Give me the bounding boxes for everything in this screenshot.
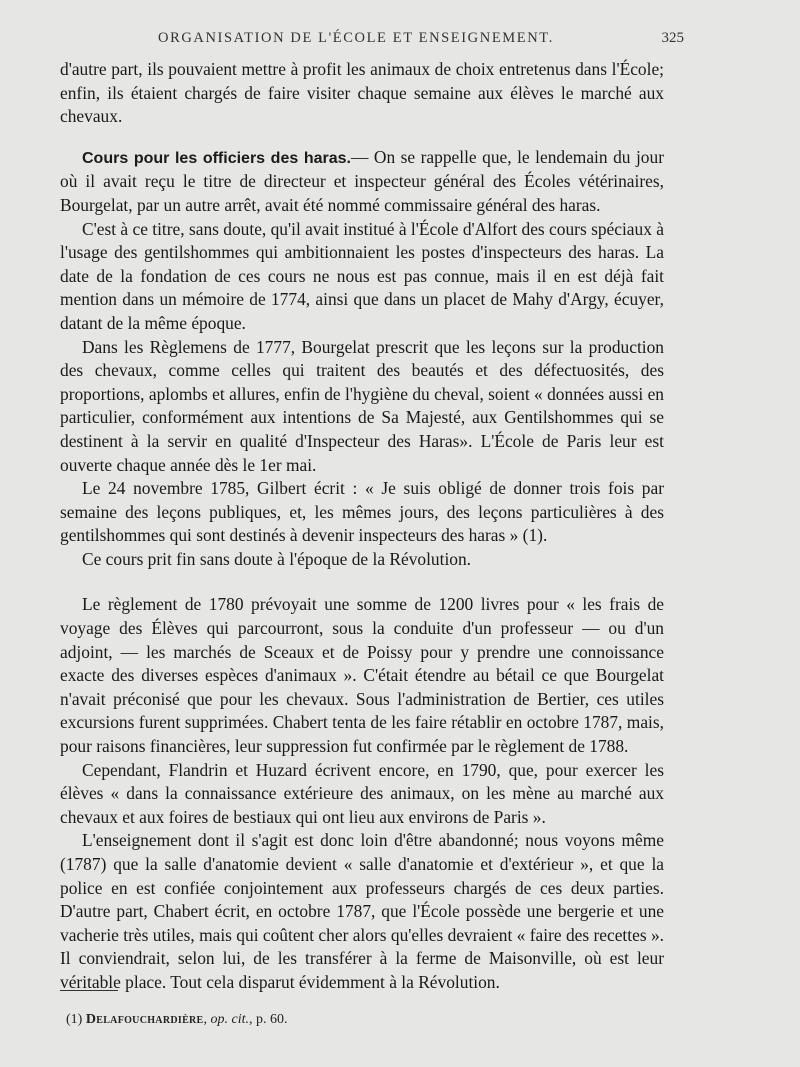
- footnote: (1) Delafouchardière, op. cit., p. 60.: [66, 1012, 288, 1027]
- paragraph: Le règlement de 1780 prévoyait une somme de 1200 livres pour « les frais de voyage des Élèves qui parcourront, sous la conduite d'un professeur — ou d'un adjoint, — les marchés de Sceaux et de Poissy pour y prendre une connoissance exacte des diverses espèces d'animaux ». C'était étendre au bétail ce que Bourgelat n'avait préconisé que pour les chevaux. Sous l'administration de Bertier, ces utiles excursions furent supprimées. Chabert tenta de les faire rétablir en octobre 1787, mais, pour raisons financières, leur suppression fut confirmée par le règlement de 1788.: [60, 594, 664, 757]
- paragraph: d'autre part, ils pouvaient mettre à profit les animaux de choix entretenus dans l'École; enfin, ils étaient chargés de faire visiter chaque semaine aux élèves le marché aux chevaux.: [60, 59, 664, 127]
- footnote-marker: (1): [66, 1012, 83, 1027]
- paragraph: C'est à ce titre, sans doute, qu'il avait institué à l'École d'Alfort des cours spéciaux à l'usage des gentilshommes qui ambitionnaient les postes d'inspecteurs des haras. La date de la fondation de ces cours ne nous est pas connue, mais il en est déjà fait mention dans un mémoire de 1774, ainsi que dans un placet de Mahy d'Argy, écuyer, datant de la même époque.: [60, 218, 664, 333]
- section-cours-officiers: [60, 146, 664, 218]
- paragraph: Le 24 novembre 1785, Gilbert écrit : « Je suis obligé de donner trois fois par semaine des leçons publiques, et, les mêmes jours, des leçons particulières à des gentilshommes qui sont destinés à devenir inspecteurs des haras » (1).: [60, 478, 664, 546]
- paragraph: Dans les Règlemens de 1777, Bourgelat prescrit que les leçons sur la production des chevaux, comme celles qui traitent des beautés et des défectuosités, des proportions, aplombs et allures, enfin de l'hygiène du cheval, soient « données aussi en particulier, conformément aux intentions de Sa Majesté, aux Gentilshommes qui se destinent à la servir en qualité d'Inspecteur des Haras». L'École de Paris leur est ouverte chaque année dès le 1er mai.: [60, 336, 664, 475]
- chapter-title: ORGANISATION DE L'ÉCOLE ET ENSEIGNEMENT.: [158, 30, 554, 46]
- paragraph: L'enseignement dont il s'agit est donc loin d'être abandonné; nous voyons même (1787) que la salle d'anatomie devient « salle d'anatomie et d'extérieur », et que la police en est confiée conjointement aux professeurs chargés de ces deux parties. D'autre part, Chabert écrit, en octobre 1787, que l'École possède une bergerie et une vacherie très utiles, mais qui coûtent cher alors qu'elles devraient « faire des recettes ». Il conviendrait, selon lui, de les transférer à la ferme de Maisonville, où est leur véritable place. Tout cela disparut évidemment à la Révolution.: [60, 830, 664, 992]
- footnote-divider: [60, 990, 118, 991]
- footnote-author: Delafouchardière: [85, 1012, 204, 1027]
- page-number: 325: [661, 30, 684, 46]
- main-text: [60, 58, 664, 995]
- section-heading: Cours pour les officiers des haras.: [82, 149, 351, 167]
- paragraph: Cependant, Flandrin et Huzard écrivent encore, en 1790, que, pour exercer les élèves « dans la connaissance extérieure des animaux, on les mène au marché aux chevaux et aux foires de bestiaux qui ont lieu aux environs de Paris ».: [60, 759, 664, 827]
- running-header: [158, 30, 684, 54]
- paragraph-text: — On se rappelle que, le lendemain du jour où il avait reçu le titre de directeur et inspecteur général des Écoles vétérinaires, Bourgelat, par un autre arrêt, avait été nommé commissaire général des haras.: [60, 146, 664, 215]
- footnote-page: , p. 60.: [249, 1012, 288, 1027]
- footnote-ref: op. cit.: [210, 1012, 250, 1027]
- paragraph: Ce cours prit fin sans doute à l'époque de la Révolution.: [82, 548, 472, 569]
